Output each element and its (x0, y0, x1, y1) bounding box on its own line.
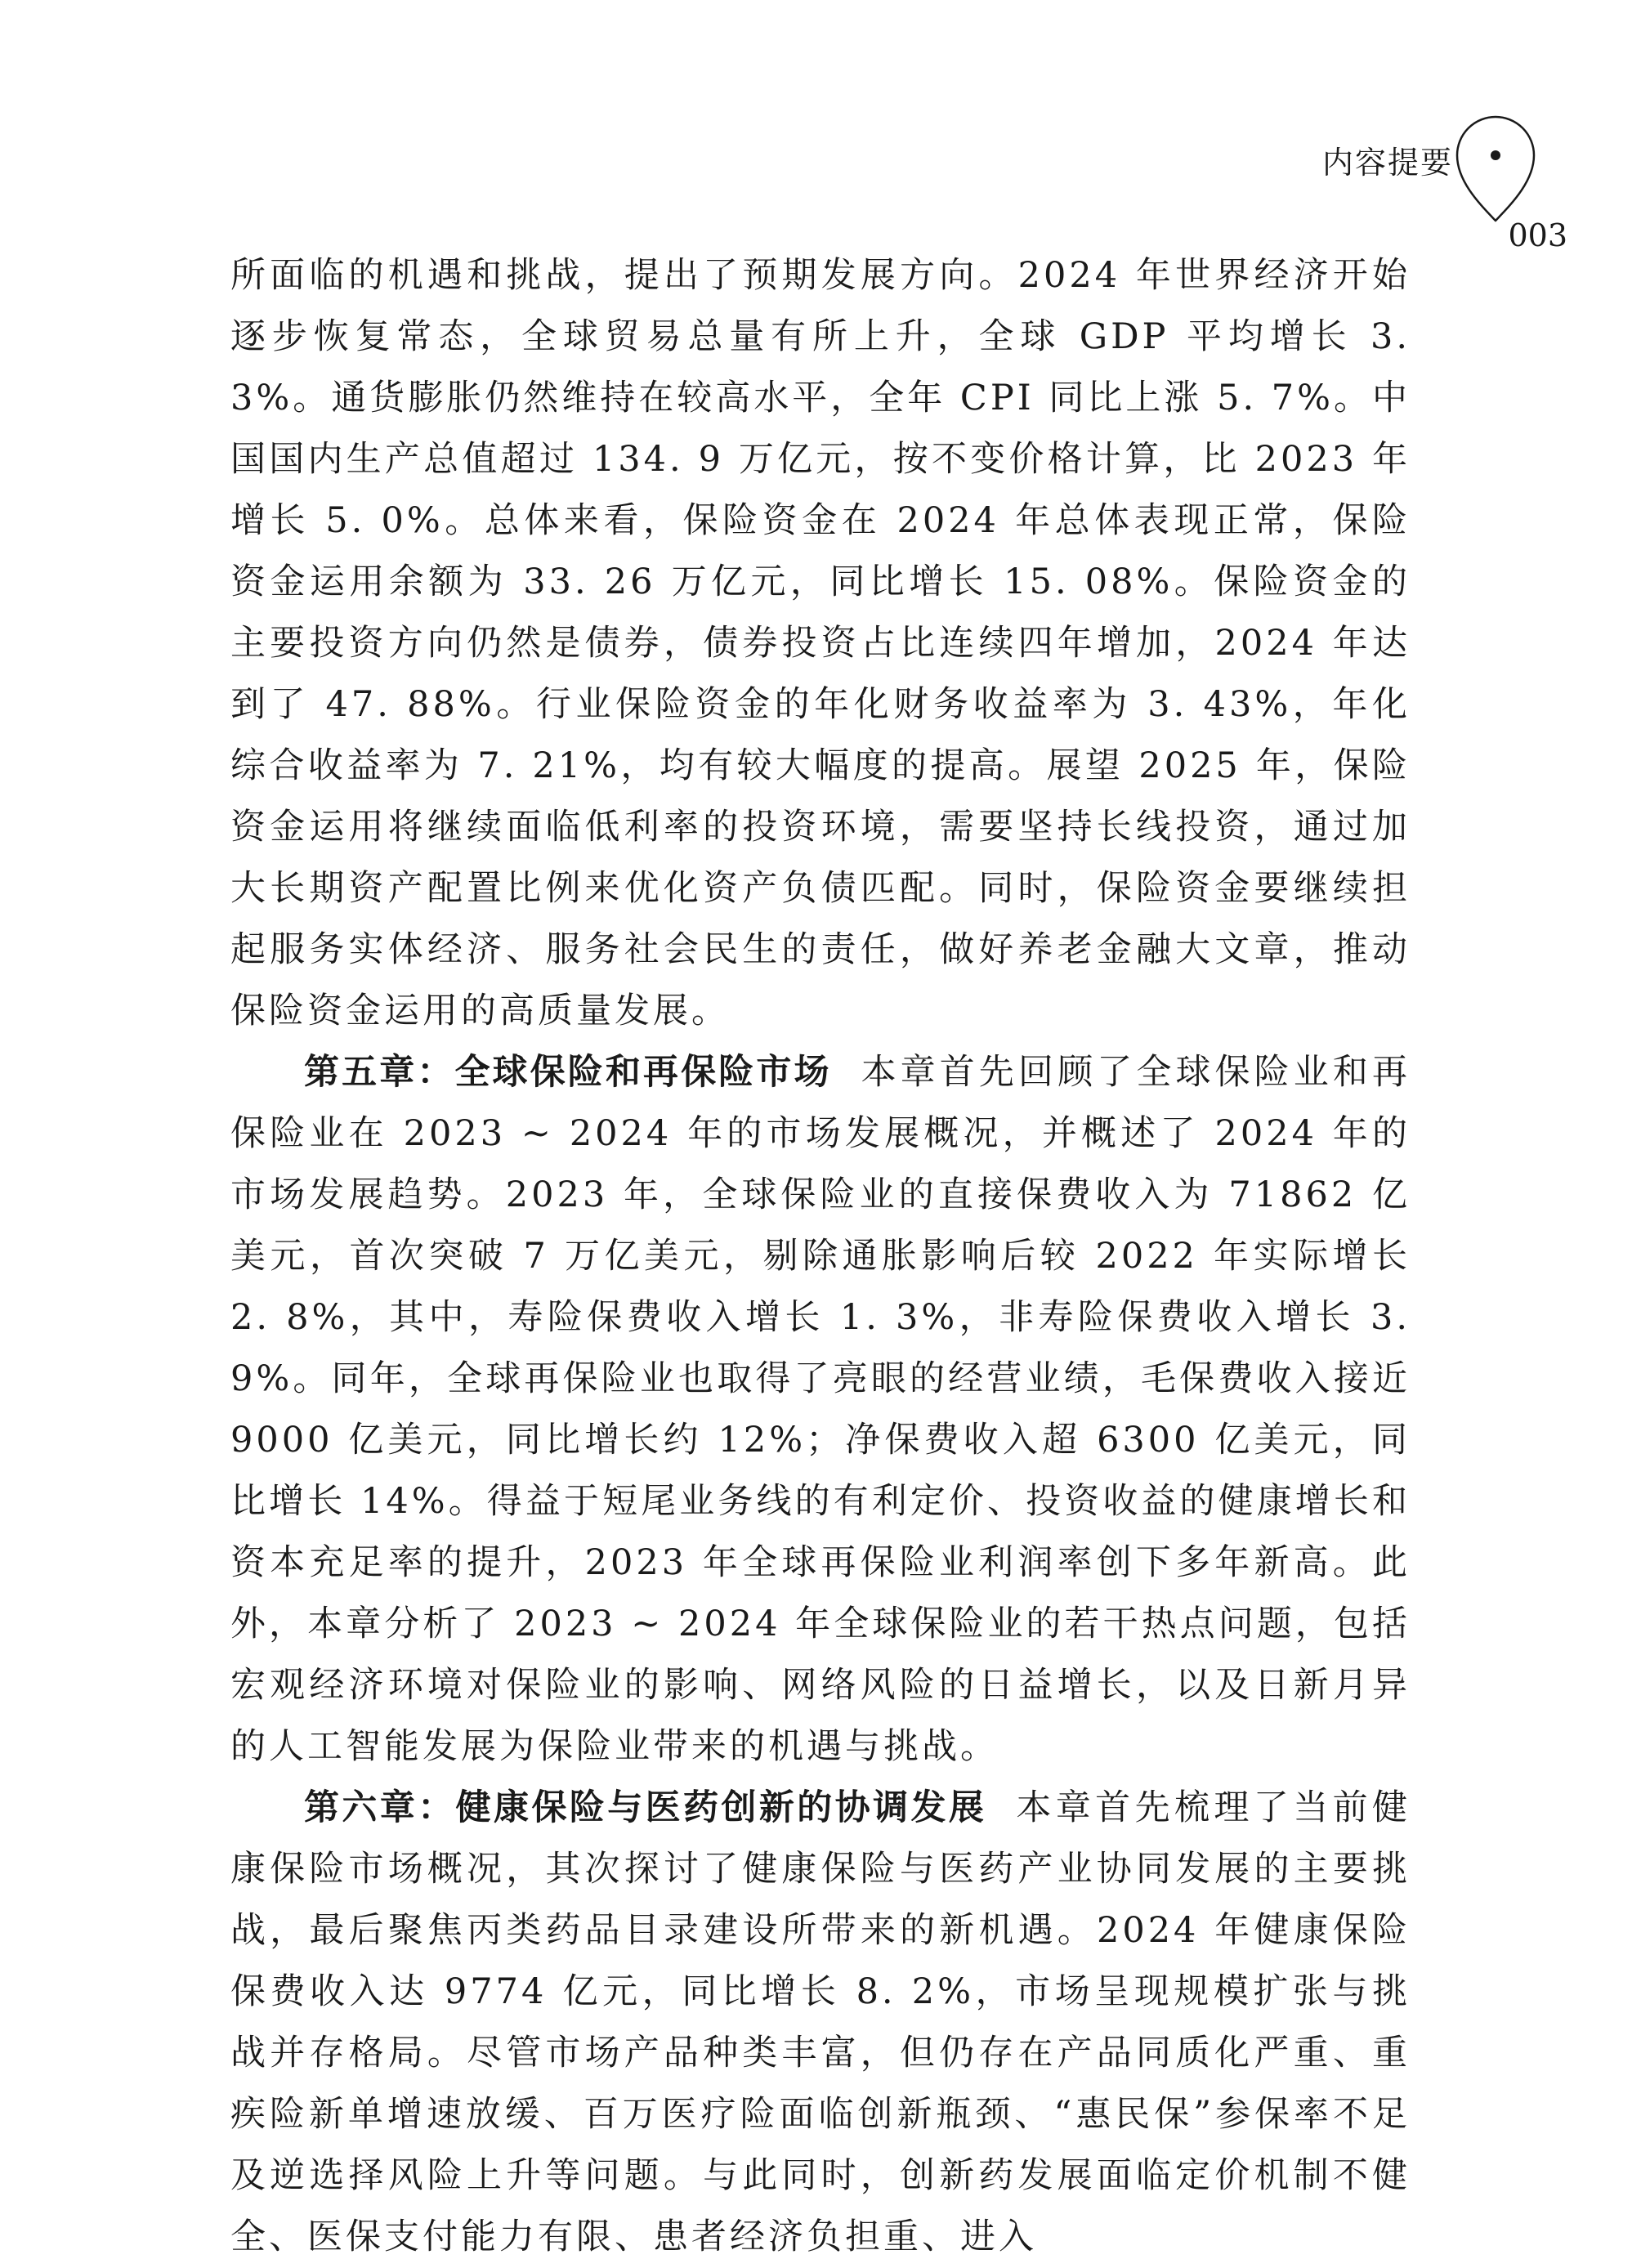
chapter5-title: 第五章：全球保险和再保险市场 (304, 1052, 832, 1093)
section-title: 内容提要 (1321, 145, 1453, 181)
chapter5-text: 本章首先回顾了全球保险业和再保险业在 2023 ~ 2024 年的市场发展概况，并概述了 2024 年的市场发展趋势。2023 年，全球保险业的直接保费收入为 71862 亿美元，首次突破 7 万亿美元，剔除通胀影响后较 2022 年实际增长 2. 8%，其中，寿险保费收入增长 1. 3%，非寿险保费收入增长 3. 9%。同年，全球再保险业也取得了亮眼的经营业绩，毛保费收入接近 9000 亿美元，同比增长约 12%；净保费收入超 6300 亿美元，同比增长 14%。得益于短尾业务线的有利定价、投资收益的健康增长和资本充足率的提升，2023 年全球再保险业利润率创下多年新高。此外，本章分析了 2023 ~ 2024 年全球保险业的若干热点问题，包括宏观经济环境对保险业的影响、网络风险的日益增长，以及日新月异的人工智能发展为保险业带来的机遇与挑战。 (230, 1052, 1411, 1767)
body-text (230, 245, 1411, 2268)
paragraph-chapter5 (230, 1042, 1411, 1778)
chapter6-title: 第六章：健康保险与医药创新的协调发展 (304, 1787, 987, 1828)
page-header (0, 0, 1641, 262)
chapter6-text: 本章首先梳理了当前健康保险市场概况，其次探讨了健康保险与医药产业协同发展的主要挑战，最后聚焦丙类药品目录建设所带来的新机遇。2024 年健康保险保费收入达 9774 亿元，同比增长 8. 2%，市场呈现规模扩张与挑战并存格局。尽管市场产品种类丰富，但仍存在产品同质化严重、重疾险新单增速放缓、百万医疗险面临创新瓶颈、“惠民保”参保率不足及逆选择风险上升等问题。与此同时，创新药发展面临定价机制不健全、医保支付能力有限、患者经济负担重、进入 (230, 1787, 1411, 2257)
paragraph-chapter6 (230, 1778, 1411, 2268)
paragraph-chapter4-continued: 所面临的机遇和挑战，提出了预期发展方向。2024 年世界经济开始逐步恢复常态，全球贸易总量有所上升，全球 GDP 平均增长 3. 3%。通货膨胀仍然维持在较高水平，全年 CPI 同比上涨 5. 7%。中国国内生产总值超过 134. 9 万亿元，按不变价格计算，比 2023 年增长 5. 0%。总体来看，保险资金在 2024 年总体表现正常，保险资金运用余额为 33. 26 万亿元，同比增长 15. 08%。保险资金的主要投资方向仍然是债券，债券投资占比连续四年增加，2024 年达到了 47. 88%。行业保险资金的年化财务收益率为 3. 43%，年化综合收益率为 7. 21%，均有较大幅度的提高。展望 2025 年，保险资金运用将继续面临低利率的投资环境，需要坚持长线投资，通过加大长期资产配置比例来优化资产负债匹配。同时，保险资金要继续担起服务实体经济、服务社会民生的责任，做好养老金融大文章，推动保险资金运用的高质量发展。 (230, 255, 1411, 1031)
location-pin-icon (1451, 113, 1540, 227)
page-number: 003 (1508, 217, 1567, 253)
